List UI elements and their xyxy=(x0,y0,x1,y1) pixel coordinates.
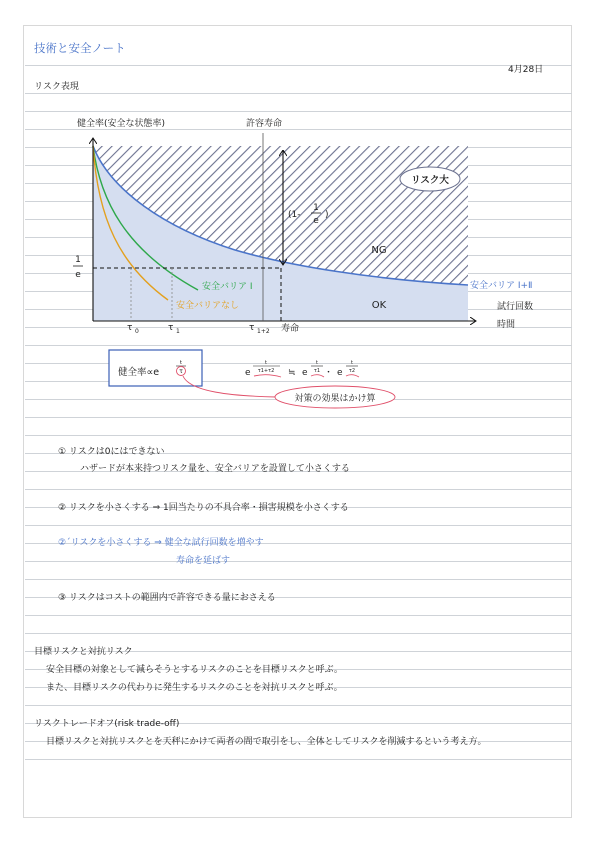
point2b-line2: 寿命を延ばす xyxy=(176,556,231,566)
eq-rhs-base: e xyxy=(337,368,343,378)
gap-factor-num: 1 xyxy=(313,203,319,213)
point2: ② リスクを小さくする ⇒ 1回当たりの不具合率・損害規模を小さくする xyxy=(58,503,349,513)
point1-body: ハザードが本来持つリスク量を、安全バリアを設置して小さくする xyxy=(80,464,350,474)
eq-lhs-base: e xyxy=(245,368,251,378)
eq-lhs-exp-den: τ1+τ2 xyxy=(257,368,275,374)
one-over-e-num: 1 xyxy=(75,255,81,265)
barrier-both-label: 安全バリア Ⅰ+Ⅱ xyxy=(470,281,533,291)
tau1-label: τ xyxy=(168,323,174,333)
point3: ③ リスクはコストの範囲内で許容できる量におさえる xyxy=(58,593,276,603)
underline-lhs xyxy=(254,375,281,377)
section-heading-trade-off: リスクトレードオフ(risk trade-off) xyxy=(34,719,180,729)
allowable-life-label: 許容寿命 xyxy=(246,119,283,129)
section2-line1: 安全目標の対象として減らそうとするリスクのことを目標リスクと呼ぶ。 xyxy=(46,665,343,675)
formula-box-exp-num: t xyxy=(179,360,183,366)
formula-box-text: 健全率∝e xyxy=(118,367,160,378)
ng-label: NG xyxy=(371,245,387,256)
tau12-label: τ xyxy=(249,323,255,333)
eq-mid-base: e xyxy=(302,368,308,378)
page-date: 4月28日 xyxy=(508,65,544,75)
one-over-e-den: e xyxy=(75,270,81,280)
y-axis-label: 健全率(安全な状態率) xyxy=(77,119,166,129)
formula-box-exp-den: τ xyxy=(179,368,183,375)
risk-large-label: リスク大 xyxy=(411,175,449,186)
eq-approx: ≒ xyxy=(288,368,296,378)
page-title: 技術と安全ノート xyxy=(34,41,126,55)
gap-factor-den: e xyxy=(313,216,319,226)
no-barrier-label: 安全バリアなし xyxy=(176,301,240,311)
ok-label: OK xyxy=(371,300,387,311)
gap-factor-right: ) xyxy=(325,210,329,220)
eq-rhs-exp-den: τ2 xyxy=(348,368,356,374)
tau1-sub: 1 xyxy=(176,328,180,335)
eq-rhs-exp-num: t xyxy=(351,360,353,366)
callout-text: 対策の効果はかけ算 xyxy=(294,394,376,404)
tau12-sub: 1+2 xyxy=(257,328,270,335)
x-axis-label-trials: 試行回数 xyxy=(497,302,534,312)
underline-rhs xyxy=(346,375,359,377)
section2-line2: また、目標リスクの代わりに発生するリスクのことを対抗リスクと呼ぶ。 xyxy=(46,683,343,693)
gap-factor-left: (1- xyxy=(288,210,301,220)
underline-mid xyxy=(311,375,324,377)
section3-line1: 目標リスクと対抗リスクとを天秤にかけて両者の間で取引をし、全体としてリスクを削減するという考え方。 xyxy=(46,737,487,747)
barrier-one-label: 安全バリア Ⅰ xyxy=(202,282,253,292)
point2b-line1: ②´リスクを小さくする ⇒ 健全な試行回数を増やす xyxy=(58,538,264,548)
x-axis-label-time: 時間 xyxy=(497,320,516,330)
eq-dot: ・ xyxy=(324,368,334,378)
point1-title: ① リスクは0にはできない xyxy=(58,447,165,457)
eq-mid-exp-den: τ1 xyxy=(313,368,321,374)
section-heading-risk-expression: リスク表現 xyxy=(34,82,79,92)
tau0-sub: 0 xyxy=(135,328,139,335)
tau0-label: τ xyxy=(127,323,133,333)
lifetime-label: 寿命 xyxy=(281,324,300,334)
section-heading-target-risk: 目標リスクと対抗リスク xyxy=(34,647,133,657)
eq-lhs-exp-num: t xyxy=(265,360,267,366)
eq-mid-exp-num: t xyxy=(316,360,318,366)
